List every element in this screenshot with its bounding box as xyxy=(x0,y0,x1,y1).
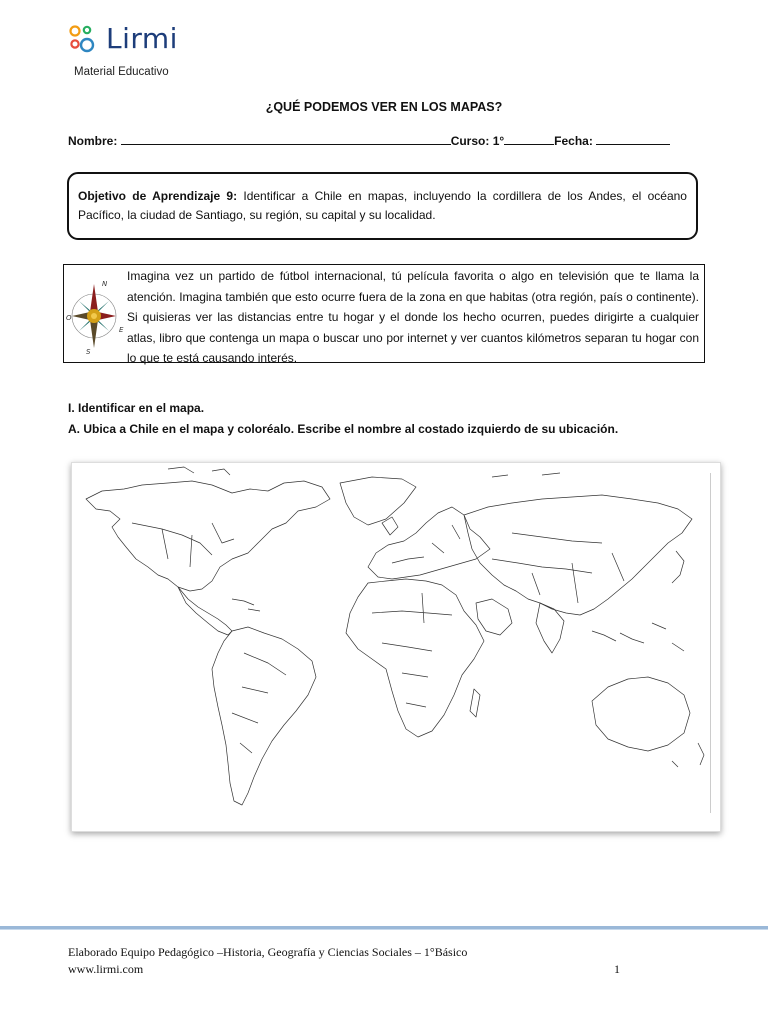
objective-text: Identificar a Chile en mapas, incluyendo la cordillera de los Andes, el océano Pacífico, la ciudad de Santiago, su región, su capital y su localidad. xyxy=(78,189,687,222)
world-map-frame xyxy=(71,462,721,832)
page-number: 1 xyxy=(614,962,620,976)
section-heading: I. Identificar en el mapa. xyxy=(68,401,205,415)
compass-s: S xyxy=(86,348,91,356)
imagine-text: Imagina vez un partido de fútbol internacional, tú película favorita o algo en televisión que te llama la atención. Imagina también que esto ocurre fuera de la zona en que habitas (otra región, país o continente). Si quisieras ver las distancias entre tu hogar y el donde los hecho ocurren, puedes dirigirte a cualquier atlas, libro que contenga un mapa o buscar uno por internet y ver cuantos kilómetros separan tu hogar con lo que te está causando interés. xyxy=(127,269,699,365)
fecha-label: Fecha: xyxy=(554,134,593,148)
australia-outline xyxy=(592,677,690,751)
imagine-box xyxy=(63,264,705,363)
india-outline xyxy=(536,603,564,653)
compass-e: E xyxy=(119,326,124,334)
footer-divider-thin xyxy=(0,929,768,930)
curso-label: Curso: 1° xyxy=(450,134,505,148)
logo-dots-icon xyxy=(68,24,102,58)
lirmi-logo xyxy=(68,22,198,82)
central-america-outline xyxy=(178,587,232,635)
logo-subtitle: Material Educativo xyxy=(74,66,169,78)
nombre-label: Nombre: xyxy=(68,134,118,148)
nombre-field[interactable] xyxy=(121,133,451,145)
objective-label: Objetivo de Aprendizaje 9: xyxy=(78,189,238,203)
europe-outline xyxy=(368,507,490,579)
compass-n: N xyxy=(102,280,108,288)
north-america-outline xyxy=(86,481,330,591)
learning-objective-box xyxy=(67,172,698,240)
greenland-outline xyxy=(340,477,416,525)
footer-credit: Elaborado Equipo Pedagógico –Historia, Geografía y Ciencias Sociales – 1°Básico xyxy=(68,945,468,959)
footer-url[interactable]: www.lirmi.com xyxy=(68,962,144,976)
africa-outline xyxy=(346,579,484,737)
fecha-field[interactable] xyxy=(596,133,670,145)
compass-o: O xyxy=(66,314,72,322)
world-outline-map[interactable] xyxy=(72,463,722,833)
compass-rose-icon xyxy=(66,274,122,356)
instruction-a: A. Ubica a Chile en el mapa y coloréalo. Escribe el nombre al costado izquierdo de su ubicación. xyxy=(68,422,619,436)
south-america-outline xyxy=(212,627,316,805)
student-info-line xyxy=(68,133,670,148)
curso-field[interactable] xyxy=(504,133,554,145)
asia-outline xyxy=(464,495,692,615)
logo-wordmark: Lirmi xyxy=(106,22,178,55)
worksheet-title: ¿QUÉ PODEMOS VER EN LOS MAPAS? xyxy=(265,100,503,114)
